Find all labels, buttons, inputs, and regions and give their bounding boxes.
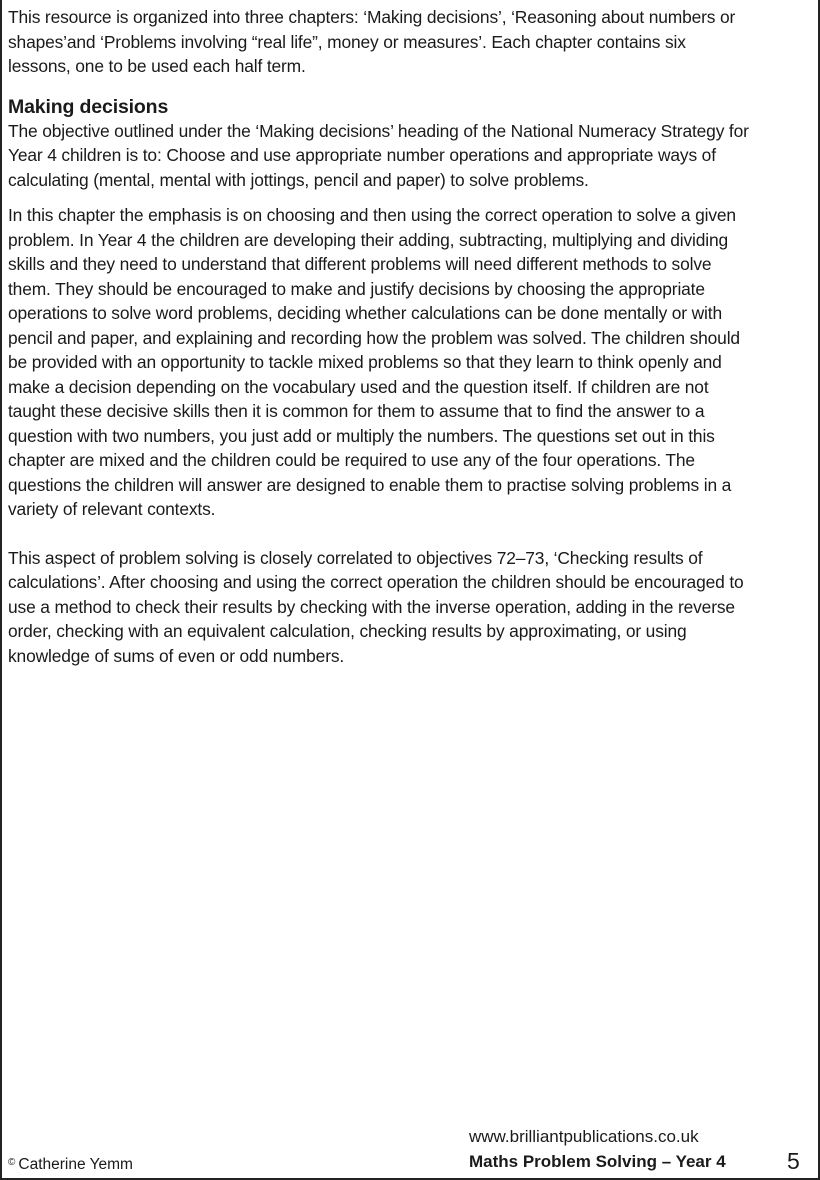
checking-paragraph: This aspect of problem solving is closely correlated to objectives 72–73, ‘Checking results of calculations’. After choosing and using the correct operation the children should be encouraged to use a method to check their results by checking with the inverse operation, adding in the reverse order, checking with an equivalent calculation, checking results by approximating, or using knowledge of sums of even or odd numbers. (8, 547, 744, 666)
section-heading: Making decisions (8, 95, 169, 118)
page-content (8, 5, 750, 668)
emphasis-paragraph: In this chapter the emphasis is on choosing and then using the correct operation to solve a given problem. In Year 4 the children are developing their adding, subtracting, multiplying and dividing skills and they need to understand that different problems will need different methods to solve them. They should be encouraged to make and justify decisions by choosing the appropriate operations to solve word problems, deciding whether calculations can be done mentally or with pencil and paper, and explaining and recording how the problem was solved. The children should be provided with an opportunity to tackle mixed problems so that they learn to think openly and make a decision depending on the vocabulary used and the question itself. If children are not taught these decisive skills then it is common for them to assume that to find the answer to a question with two numbers, you just add or multiply the numbers. The questions set out in this chapter are mixed and the children could be required to use any of the four operations. The questions the children will answer are designed to enable them to practise solving problems in a variety of relevant contexts. (8, 205, 740, 519)
objective-paragraph: The objective outlined under the ‘Making decisions’ heading of the National Numeracy Strategy for Year 4 children is to: Choose and use appropriate number operations and appropriate ways of calculating (mental, mental with jottings, pencil and paper) to solve problems. (8, 120, 749, 190)
footer-book-title: Maths Problem Solving – Year 4 (469, 1152, 726, 1171)
page-number: 5 (787, 1148, 800, 1174)
footer-copyright (8, 1153, 133, 1175)
intro-paragraph: This resource is organized into three chapters: ‘Making decisions’, ‘Reasoning about numbers or shapes’and ‘Problems involving “real life”, money or measures’. Each chapter contains six lessons, one to be used each half term. (8, 7, 736, 76)
copyright-holder: Catherine Yemm (18, 1156, 133, 1173)
footer-url: www.brilliantpublications.co.uk (469, 1127, 699, 1146)
copyright-symbol: © (8, 1157, 16, 1168)
